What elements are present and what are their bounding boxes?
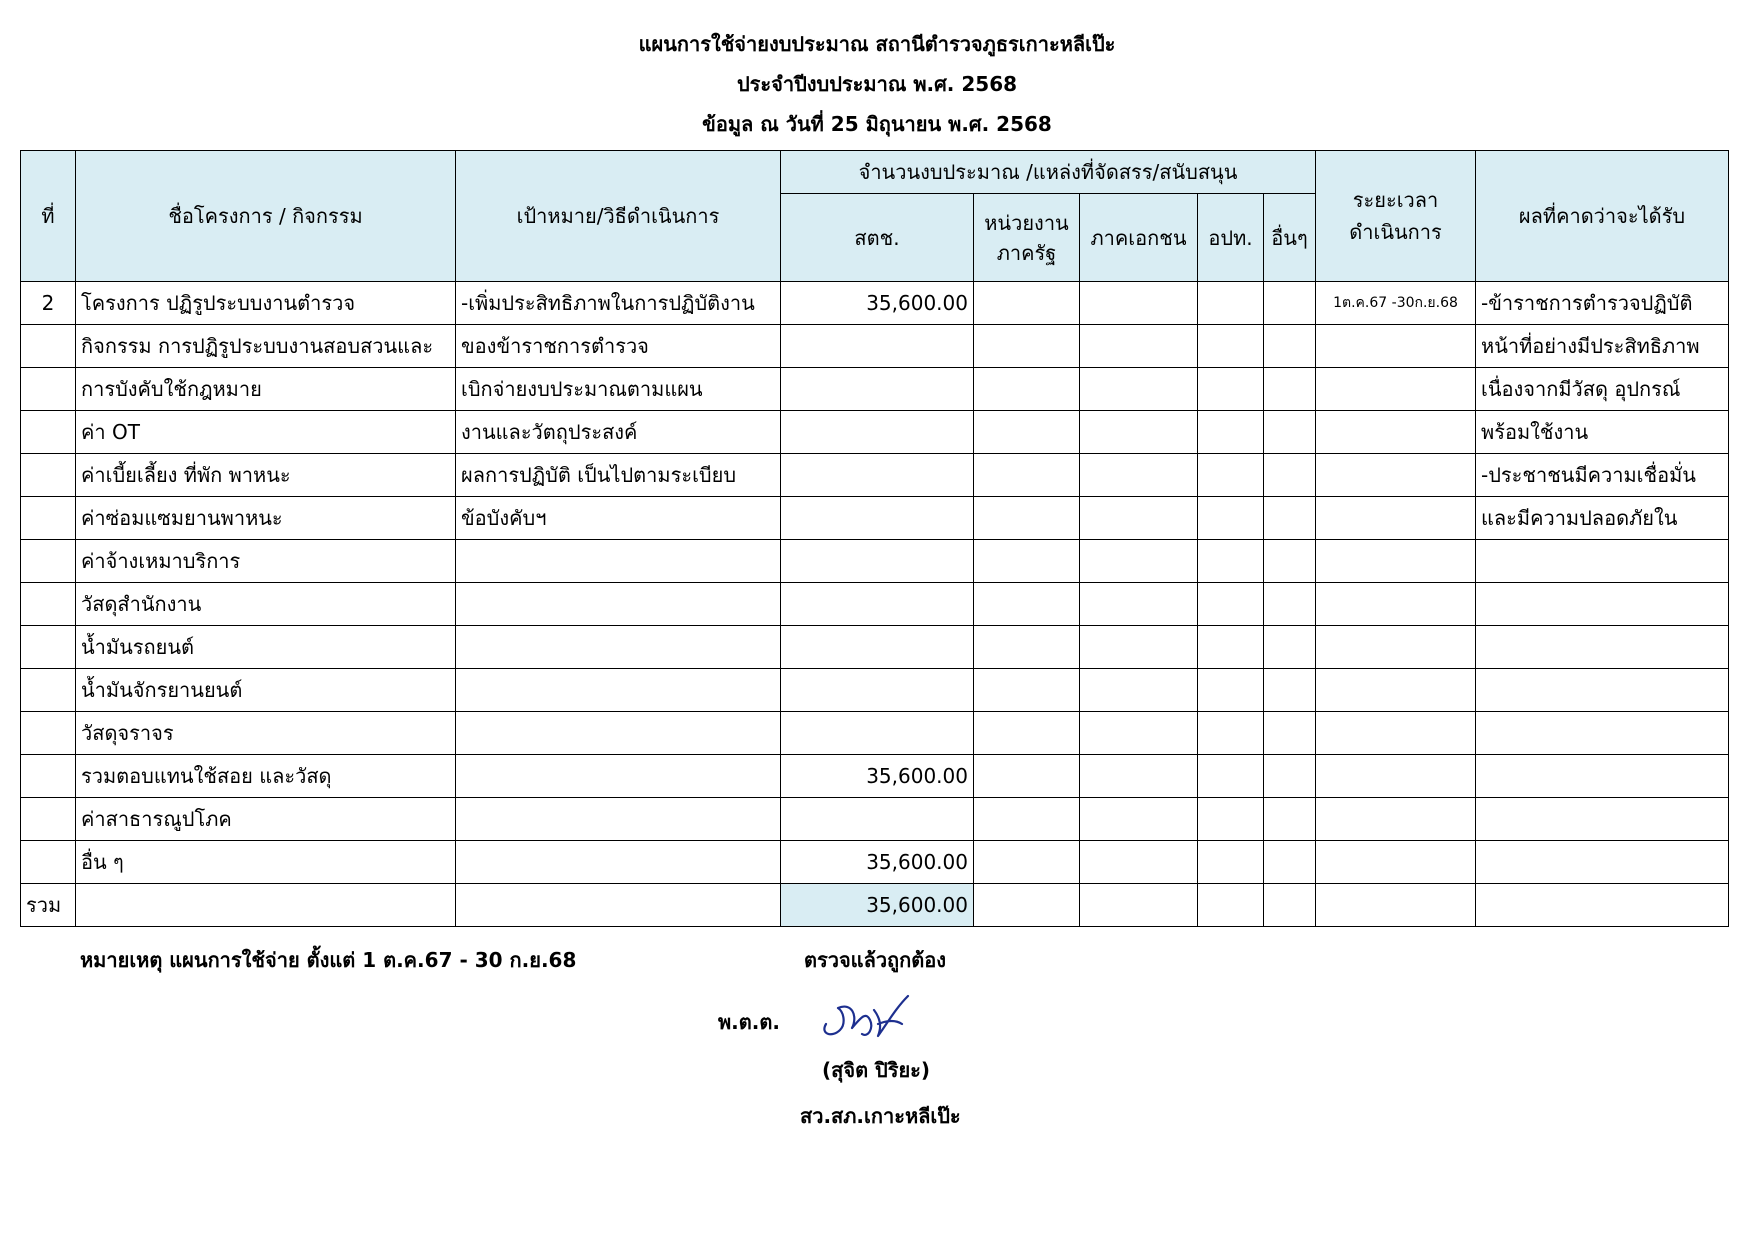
cell-gov [974, 411, 1080, 454]
cell-period [1316, 454, 1476, 497]
signature-image [818, 990, 918, 1046]
cell-private [1080, 368, 1198, 411]
cell-local [1198, 540, 1264, 583]
cell-period [1316, 497, 1476, 540]
col-gov [974, 194, 1080, 282]
cell-no [21, 454, 76, 497]
cell-expected: และมีความปลอดภัยใน [1476, 497, 1729, 540]
cell-expected [1476, 798, 1729, 841]
cell-gov [974, 282, 1080, 325]
cell-expected [1476, 712, 1729, 755]
col-private: ภาคเอกชน [1080, 194, 1198, 282]
cell-expected [1476, 841, 1729, 884]
cell-project: วัสดุจราจร [76, 712, 456, 755]
col-no: ที่ [21, 151, 76, 282]
cell-no [21, 841, 76, 884]
cell-private [1080, 411, 1198, 454]
cell-gov [974, 540, 1080, 583]
cell-other [1264, 497, 1316, 540]
cell-project: ค่าเบี้ยเลี้ยง ที่พัก พาหนะ [76, 454, 456, 497]
cell-amount [781, 411, 974, 454]
col-period-line2: ดำเนินการ [1349, 220, 1442, 244]
cell-other [1264, 325, 1316, 368]
total-amount: 35,600.00 [781, 884, 974, 927]
cell-amount [781, 540, 974, 583]
table-row [21, 454, 1729, 497]
cell-gov [974, 325, 1080, 368]
cell-expected: -ประชาชนมีความเชื่อมั่น [1476, 454, 1729, 497]
cell-other [1264, 411, 1316, 454]
cell-private [1080, 282, 1198, 325]
cell-gov [974, 626, 1080, 669]
col-sor-tor-chor: สตช. [781, 194, 974, 282]
table-row [21, 626, 1729, 669]
cell-amount [781, 454, 974, 497]
total-row [21, 884, 1729, 927]
table-row [21, 325, 1729, 368]
cell-project: ค่าจ้างเหมาบริการ [76, 540, 456, 583]
cell-period [1316, 540, 1476, 583]
cell-project: ค่า OT [76, 411, 456, 454]
cell-other [1264, 712, 1316, 755]
cell-expected: เนื่องจากมีวัสดุ อุปกรณ์ [1476, 368, 1729, 411]
cell-other [1264, 368, 1316, 411]
cell-project: การบังคับใช้กฎหมาย [76, 368, 456, 411]
cell-private [1080, 540, 1198, 583]
col-gov-line1: หน่วยงาน [984, 210, 1069, 235]
cell-goal: ของข้าราชการตำรวจ [456, 325, 781, 368]
cell-period: 1ต.ค.67 -30ก.ย.68 [1316, 282, 1476, 325]
cell-private [1080, 626, 1198, 669]
cell-local [1198, 368, 1264, 411]
cell-gov [974, 497, 1080, 540]
cell-no: 2 [21, 282, 76, 325]
cell-no [21, 798, 76, 841]
cell-period [1316, 626, 1476, 669]
cell-expected [1476, 583, 1729, 626]
cell-goal: -เพิ่มประสิทธิภาพในการปฏิบัติงาน [456, 282, 781, 325]
col-gov-line2: ภาครัฐ [996, 240, 1057, 265]
cell-other [1264, 454, 1316, 497]
cell-expected [1476, 540, 1729, 583]
cell-local [1198, 497, 1264, 540]
cell-local [1198, 669, 1264, 712]
cell-expected [1476, 669, 1729, 712]
cell-private [1080, 798, 1198, 841]
cell-no [21, 669, 76, 712]
cell-local [1198, 325, 1264, 368]
document-title: แผนการใช้จ่ายงบประมาณ สถานีตำรวจภูธรเกาะหลีเป๊ะ [638, 32, 1116, 56]
cell-no [21, 755, 76, 798]
cell-no [21, 540, 76, 583]
cell-gov [974, 798, 1080, 841]
cell-expected: -ข้าราชการตำรวจปฏิบัติ [1476, 282, 1729, 325]
cell-private [1080, 755, 1198, 798]
document-header [0, 24, 1754, 144]
table-row [21, 540, 1729, 583]
cell-amount [781, 798, 974, 841]
cell-other [1264, 841, 1316, 884]
cell-local [1198, 798, 1264, 841]
cell-goal: ผลการปฏิบัติ เป็นไปตามระเบียบ [456, 454, 781, 497]
cell-project: วัสดุสำนักงาน [76, 583, 456, 626]
cell-project: ค่าสาธารณูปโภค [76, 798, 456, 841]
as-of-date: ข้อมูล ณ วันที่ 25 มิถุนายน พ.ศ. 2568 [702, 112, 1052, 136]
cell-local [1198, 841, 1264, 884]
cell-goal [456, 626, 781, 669]
table-row [21, 798, 1729, 841]
cell-local [1198, 454, 1264, 497]
cell-project: กิจกรรม การปฏิรูประบบงานสอบสวนและ [76, 325, 456, 368]
cell-local [1198, 755, 1264, 798]
cell-amount: 35,600.00 [781, 841, 974, 884]
cell-no [21, 583, 76, 626]
cell-gov [974, 755, 1080, 798]
cell-amount [781, 368, 974, 411]
cell-period [1316, 755, 1476, 798]
cell-private [1080, 841, 1198, 884]
budget-table [20, 150, 1729, 927]
cell-gov [974, 669, 1080, 712]
cell-project: น้ำมันจักรยานยนต์ [76, 669, 456, 712]
col-project: ชื่อโครงการ / กิจกรรม [76, 151, 456, 282]
col-local: อปท. [1198, 194, 1264, 282]
fiscal-year: ประจำปีงบประมาณ พ.ศ. 2568 [736, 72, 1018, 96]
cell-other [1264, 583, 1316, 626]
cell-expected: หน้าที่อย่างมีประสิทธิภาพ [1476, 325, 1729, 368]
cell-gov [974, 454, 1080, 497]
cell-private [1080, 454, 1198, 497]
table-row [21, 282, 1729, 325]
cell-amount [781, 669, 974, 712]
table-row [21, 368, 1729, 411]
cell-goal [456, 669, 781, 712]
cell-no [21, 626, 76, 669]
cell-amount [781, 325, 974, 368]
cell-project: อื่น ๆ [76, 841, 456, 884]
cell-goal [456, 712, 781, 755]
table-row [21, 583, 1729, 626]
cell-gov [974, 583, 1080, 626]
signer-name: (สุจิต ปิริยะ) [822, 1058, 931, 1082]
cell-period [1316, 583, 1476, 626]
cell-other [1264, 626, 1316, 669]
cell-private [1080, 583, 1198, 626]
cell-other [1264, 798, 1316, 841]
cell-expected [1476, 626, 1729, 669]
cell-no [21, 411, 76, 454]
cell-goal [456, 798, 781, 841]
cell-amount [781, 497, 974, 540]
cell-period [1316, 669, 1476, 712]
cell-amount: 35,600.00 [781, 755, 974, 798]
cell-amount [781, 626, 974, 669]
cell-no [21, 497, 76, 540]
verified-text: ตรวจแล้วถูกต้อง [804, 948, 947, 972]
cell-private [1080, 497, 1198, 540]
col-expected: ผลที่คาดว่าจะได้รับ [1476, 151, 1729, 282]
cell-private [1080, 712, 1198, 755]
cell-goal: เบิกจ่ายงบประมาณตามแผน [456, 368, 781, 411]
cell-private [1080, 669, 1198, 712]
cell-project: รวมตอบแทนใช้สอย และวัสดุ [76, 755, 456, 798]
cell-other [1264, 669, 1316, 712]
cell-period [1316, 411, 1476, 454]
total-label: รวม [21, 884, 76, 927]
signer-position: สว.สภ.เกาะหลีเป๊ะ [800, 1104, 961, 1128]
cell-project: ค่าซ่อมแซมยานพาหนะ [76, 497, 456, 540]
cell-goal [456, 755, 781, 798]
table-row [21, 411, 1729, 454]
cell-no [21, 712, 76, 755]
cell-period [1316, 841, 1476, 884]
cell-other [1264, 282, 1316, 325]
cell-amount [781, 712, 974, 755]
cell-goal: ข้อบังคับฯ [456, 497, 781, 540]
table-row [21, 669, 1729, 712]
cell-amount: 35,600.00 [781, 282, 974, 325]
table-row [21, 841, 1729, 884]
cell-project: น้ำมันรถยนต์ [76, 626, 456, 669]
cell-gov [974, 841, 1080, 884]
cell-gov [974, 368, 1080, 411]
cell-period [1316, 798, 1476, 841]
cell-local [1198, 411, 1264, 454]
col-other: อื่นๆ [1264, 194, 1316, 282]
cell-other [1264, 540, 1316, 583]
table-row [21, 712, 1729, 755]
table-row [21, 755, 1729, 798]
cell-other [1264, 755, 1316, 798]
cell-period [1316, 325, 1476, 368]
cell-gov [974, 712, 1080, 755]
cell-amount [781, 583, 974, 626]
table-body [21, 282, 1729, 884]
footer-note: หมายเหตุ แผนการใช้จ่าย ตั้งแต่ 1 ต.ค.67 - 30 ก.ย.68 [80, 948, 577, 972]
cell-period [1316, 368, 1476, 411]
table-row [21, 497, 1729, 540]
col-budget-group: จำนวนงบประมาณ /แหล่งที่จัดสรร/สนับสนุน [781, 151, 1316, 194]
cell-no [21, 325, 76, 368]
cell-period [1316, 712, 1476, 755]
cell-goal [456, 841, 781, 884]
cell-no [21, 368, 76, 411]
col-period [1316, 151, 1476, 282]
col-goal: เป้าหมาย/วิธีดำเนินการ [456, 151, 781, 282]
cell-local [1198, 712, 1264, 755]
cell-private [1080, 325, 1198, 368]
cell-goal: งานและวัตถุประสงค์ [456, 411, 781, 454]
cell-local [1198, 583, 1264, 626]
col-period-line1: ระยะเวลา [1352, 188, 1439, 212]
cell-expected [1476, 755, 1729, 798]
cell-goal [456, 583, 781, 626]
cell-expected: พร้อมใช้งาน [1476, 411, 1729, 454]
cell-local [1198, 282, 1264, 325]
cell-local [1198, 626, 1264, 669]
cell-project: โครงการ ปฏิรูประบบงานตำรวจ [76, 282, 456, 325]
signer-rank: พ.ต.ต. [718, 1010, 780, 1034]
cell-goal [456, 540, 781, 583]
